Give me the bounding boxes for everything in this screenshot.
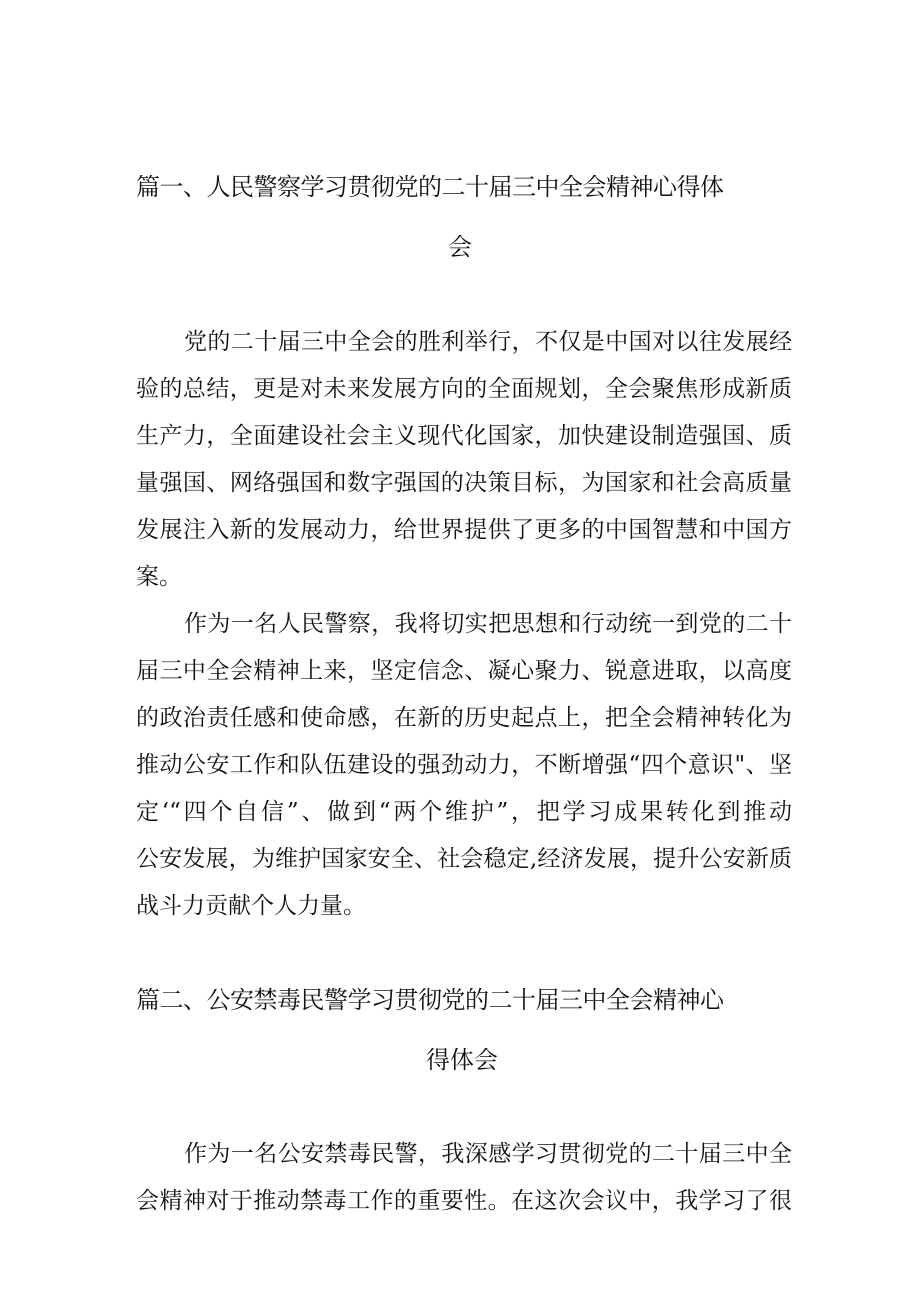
paragraph-line: 会精神对于推动禁毒工作的重要性。在这次会议中，我学习了很 [136, 1188, 792, 1214]
paragraph-line: 量强国、网络强国和数字强国的决策目标，为国家和社会高质量 [136, 470, 792, 496]
paragraph-line: 案。 [136, 564, 182, 590]
paragraph-line: 验的总结，更是对未来发展方向的全面规划，全会聚焦形成新质 [136, 376, 792, 402]
section-1-heading-line-1: 篇一、人民警察学习贯彻党的二十届三中全会精神心得体 [136, 173, 724, 201]
paragraph-line: 的政治责任感和使命感，在新的历史起点上，把全会精神转化为 [136, 705, 792, 731]
paragraph-line: 公安发展，为维护国家安全、社会稳定,经济发展，提升公安新质 [136, 846, 792, 872]
section-1-heading-line-2: 会 [448, 233, 472, 261]
paragraph-line: 生产力，全面建设社会主义现代化国家，加快建设制造强国、质 [136, 423, 792, 449]
paragraph-line: 定‘“四个自信”、做到“两个维护”，把学习成果转化到推动 [136, 799, 792, 825]
paragraph-line: 发展注入新的发展动力，给世界提供了更多的中国智慧和中国方 [136, 517, 792, 543]
paragraph-line: 届三中全会精神上来，坚定信念、凝心聚力、锐意进取，以高度 [136, 658, 792, 684]
paragraph-line: 战斗力贡献个人力量。 [136, 893, 366, 919]
paragraph-line: 推动公安工作和队伍建设的强劲动力，不断增强“四个意识"、坚 [136, 752, 792, 778]
paragraph-line: 作为一名公安禁毒民警，我深感学习贯彻党的二十届三中全 [184, 1141, 792, 1167]
paragraph-line: 党的二十届三中全会的胜利举行，不仅是中国对以往发展经 [184, 329, 792, 355]
section-2-heading-line-1: 篇二、公安禁毒民警学习贯彻党的二十届三中全会精神心 [136, 986, 724, 1014]
section-2-heading-line-2: 得体会 [426, 1046, 498, 1074]
paragraph-line: 作为一名人民警察，我将切实把思想和行动统一到党的二十 [184, 611, 792, 637]
